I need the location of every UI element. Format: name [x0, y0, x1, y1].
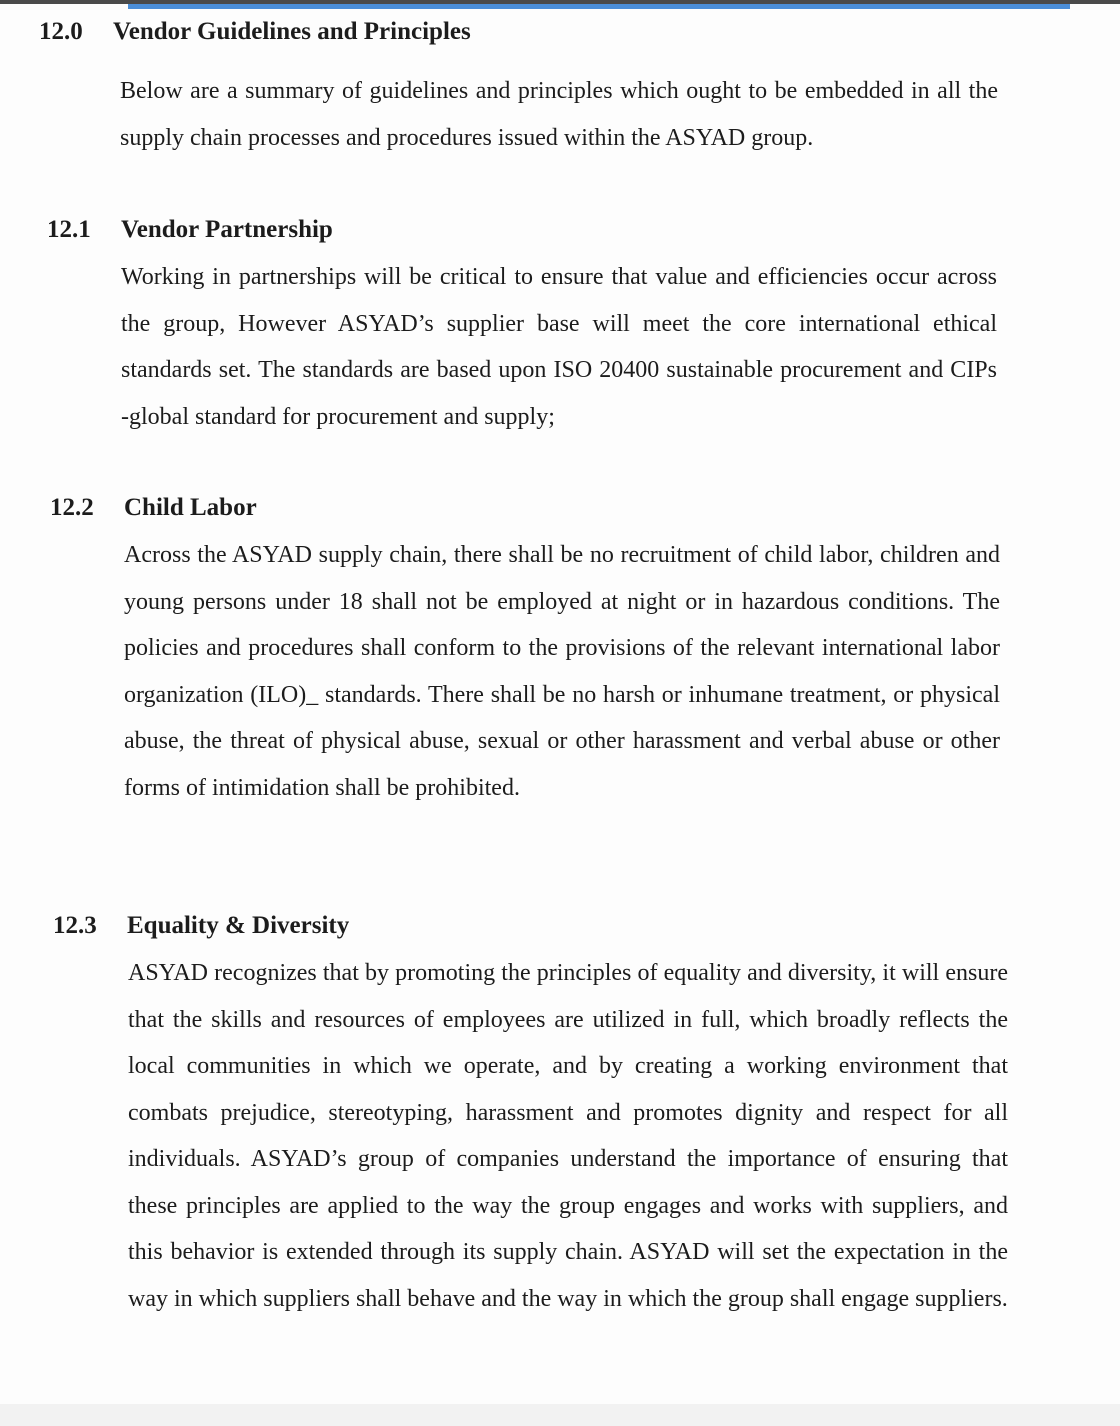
section-heading-12-2 — [50, 493, 257, 523]
section-body-12-1: Working in partnerships will be critical to ensure that value and efficiencies occur across the group, However ASYAD’s supplier base will meet the core international ethical standards set. The standards are based upon ISO 20400 sustainable procurement and CIPs -global standard for procurement and supply; — [121, 264, 997, 430]
section-number: 12.1 — [47, 216, 91, 243]
section-heading-12-0 — [39, 17, 471, 47]
section-number: 12.0 — [39, 18, 83, 45]
section-heading-12-3 — [53, 911, 349, 941]
section-body-12-0: Below are a summary of guidelines and principles which ought to be embedded in all the supply chain processes and procedures issued within the ASYAD group. — [120, 78, 998, 151]
page-bottom-edge — [0, 1404, 1120, 1426]
section-heading-12-1 — [47, 215, 333, 245]
section-body-12-3: ASYAD recognizes that by promoting the principles of equality and diversity, it will ensure that the skills and resources of employees are utilized in full, which broadly reflects the local communities in which we operate, and by creating a working environment that combats prejudice, stereotyping, harassment and promotes dignity and respect for all individuals. ASYAD’s group of companies understand the importance of ensuring that these principles are applied to the way the group engages and works with suppliers, and this behavior is extended through its supply chain. ASYAD will set the expectation in the way in which suppliers shall behave and the way in which the group shall engage suppliers. — [128, 960, 1008, 1312]
section-title: Equality & Diversity — [127, 912, 350, 939]
blue-header-rule — [128, 4, 1070, 9]
section-title: Vendor Partnership — [121, 216, 333, 243]
section-number: 12.3 — [53, 912, 97, 939]
section-body-12-2: Across the ASYAD supply chain, there shall be no recruitment of child labor, children and young persons under 18 shall not be employed at night or in hazardous conditions. The policies and procedures shall conform to the provisions of the relevant international labor organization (ILO)_ standards. There shall be no harsh or inhumane treatment, or physical abuse, the threat of physical abuse, sexual or other harassment and verbal abuse or other forms of intimidation shall be prohibited. — [124, 542, 1000, 801]
section-title: Vendor Guidelines and Principles — [113, 18, 471, 45]
section-title: Child Labor — [124, 494, 257, 521]
section-number: 12.2 — [50, 494, 94, 521]
